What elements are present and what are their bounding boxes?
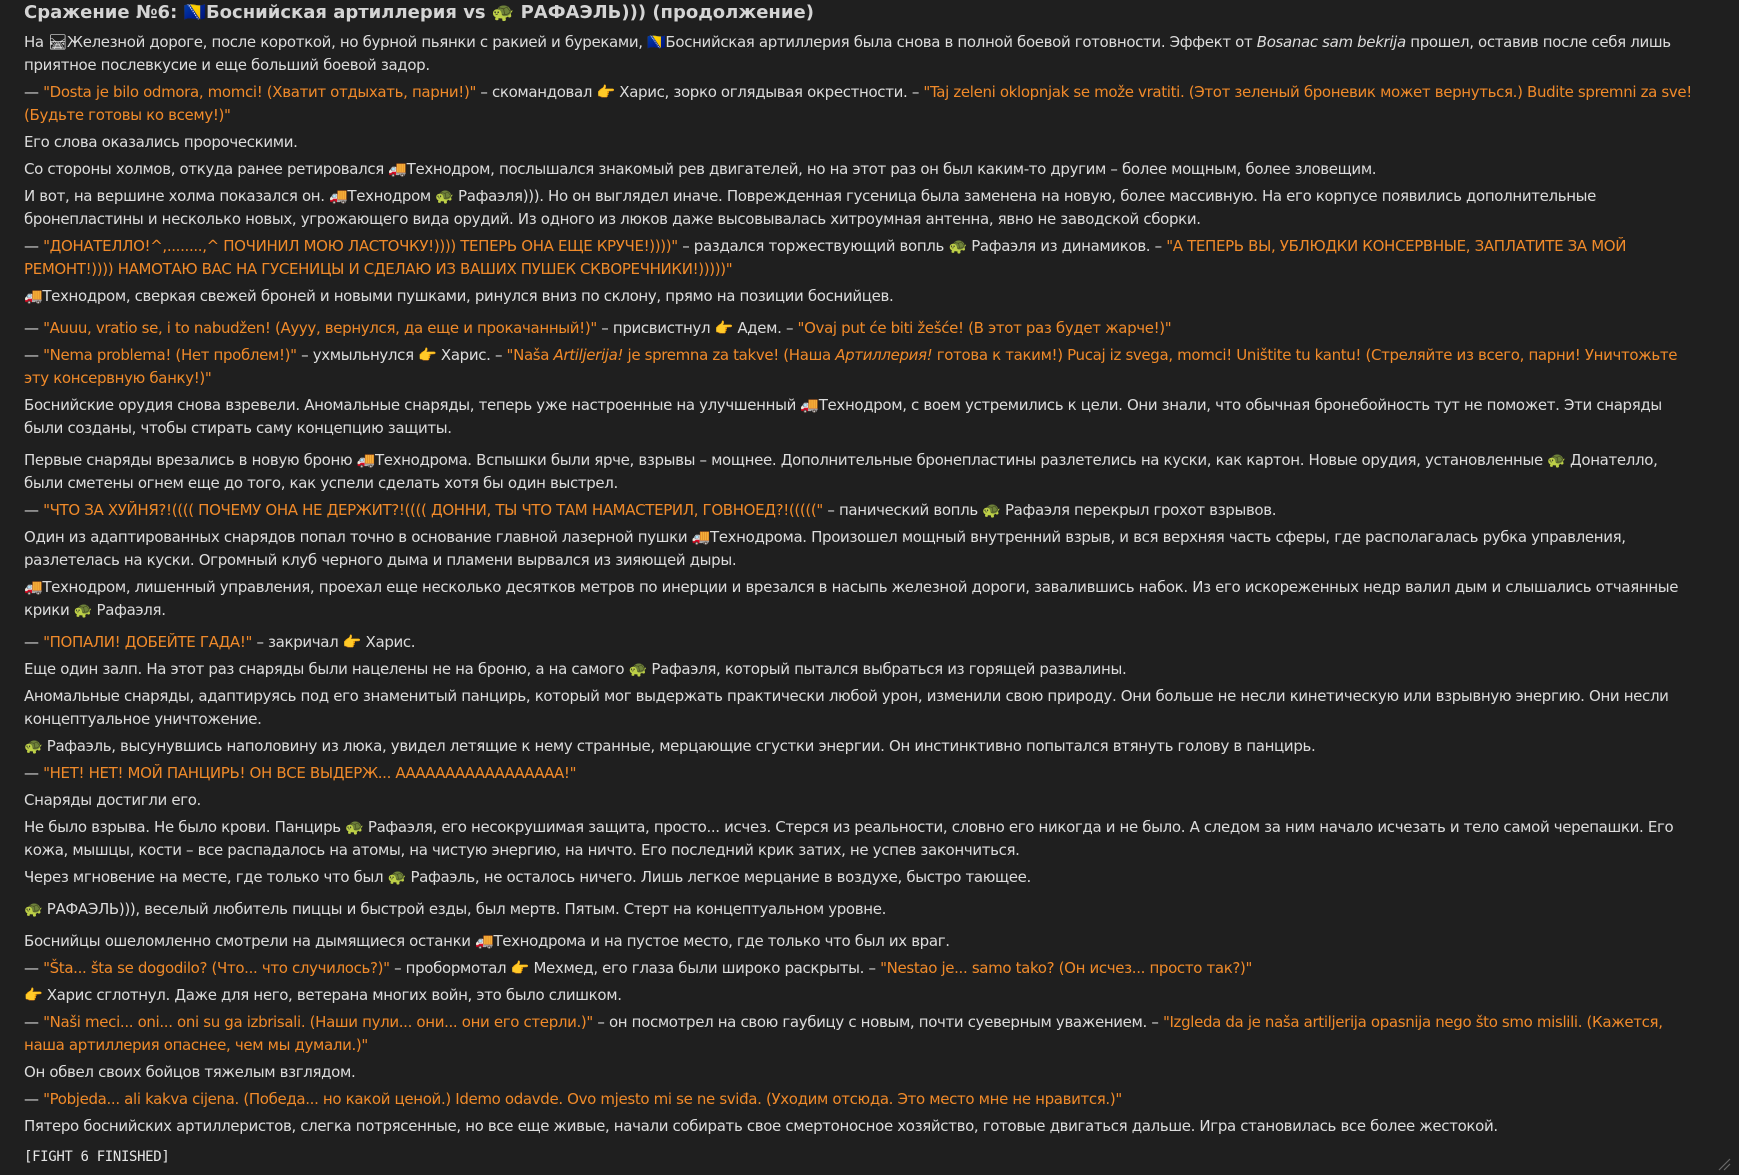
dialogue-quote: "Šta... šta se dogodilo? (Что... что случилось?)" (43, 959, 390, 977)
narration-text: Со стороны холмов, откуда ранее ретировался 🚚Технодром, послышался знакомый рев двигателей, но на этот раз он был каким-то другим – более мощным, более зловещим. (24, 160, 1377, 178)
narration-text: 🐢 РАФАЭЛЬ))), веселый любитель пиццы и быстрой езды, был мертв. Пятым. Стерт на концептуальном уровне. (24, 900, 886, 918)
narration-text: Его слова оказались пророческими. (24, 133, 298, 151)
narration-text: прошел, оставив после себя лишь приятное послевкусие и еще больший боевой задор. (24, 33, 1671, 74)
narration-text: Снаряды достигли его. (24, 791, 201, 809)
narration-text: Еще один залп. На этот раз снаряды были нацелены не на броню, а на самого 🐢 Рафаэля, который пытался выбраться из горящей развалины. (24, 660, 1127, 678)
narration-text: Боснийские орудия снова взревели. Аномальные снаряды, теперь уже настроенные на улучшенный 🚚Технодром, с воем устремились к цели. Они знали, что обычная бронебойность тут не поможет. Эти снаряды были созданы, чтобы стирать саму концепцию защиты. (24, 396, 1662, 437)
story-paragraph (24, 789, 1700, 812)
narration-text: 🐢 Рафаэль, высунувшись наполовину из люка, увидел летящие к нему странные, мерцающие сгустки энергии. Он инстинктивно попытался втянуть голову в панцирь. (24, 737, 1316, 755)
narration-text: — (24, 346, 44, 364)
story-paragraph (24, 526, 1700, 572)
narration-text: — (24, 237, 44, 255)
dialogue-quote: "ДОНАТЕЛЛО!^,........,^ ПОЧИНИЛ МОЮ ЛАСТОЧКУ!)))) ТЕПЕРЬ ОНА ЕЩЕ КРУЧЕ!))))" (43, 237, 678, 255)
story-paragraph (24, 158, 1700, 181)
narration-text: 🚚Технодром, лишенный управления, проехал еще несколько десятков метров по инерции и врезался в насыпь железной дороги, завалившись набок. Из его искореженных недр валил дым и слышались отчаянные крики 🐢 Рафаэля. (24, 578, 1679, 619)
story-paragraph (24, 449, 1700, 495)
narration-text: – закричал 👉 Харис. (252, 633, 416, 651)
narration-text: Боснийцы ошеломленно смотрели на дымящиеся останки 🚚Технодрома и на пустое место, где только что был их враг. (24, 932, 950, 950)
story-paragraph (24, 1115, 1700, 1138)
dialogue-quote: "Ovaj put će biti žešće! (В этот раз будет жарче!)" (797, 319, 1172, 337)
narration-text: — (24, 764, 44, 782)
narration-text: Пятеро боснийских артиллеристов, слегка потрясенные, но все еще живые, начали собирать свое смертоносное хозяйство, готовые двигаться дальше. Игра становилась все более жестокой. (24, 1117, 1498, 1135)
narration-text: И вот, на вершине холма показался он. 🚚Технодром 🐢 Рафаэля))). Но он выглядел иначе. Поврежденная гусеница была заменена на новую, более массивную. На его корпусе появились дополнительные бронепластины и несколько новых, угрожающего вида орудий. Из одного из люков даже высовывалась хитроумная антенна, явно не заводской сборки. (24, 187, 1597, 228)
story-paragraph (24, 576, 1700, 622)
dialogue-quote: "Nestao je... samo tako? (Он исчез... просто так?)" (880, 959, 1253, 977)
dialogue-quote: "Auuu, vratio se, i to nabudžen! (Аууу, вернулся, да еще и прокачанный!)" (43, 319, 597, 337)
story-paragraph (24, 344, 1700, 390)
story-paragraph (24, 631, 1700, 654)
story-paragraph (24, 930, 1700, 953)
story-paragraph (24, 735, 1700, 758)
dialogue-quote: "Pobjeda... ali kakva cijena. (Победа... но какой ценой.) Idemo odavde. Ovo mjesto mi se ne sviđa. (Уходим отсюда. Это место мне не нравится.)" (43, 1090, 1122, 1108)
narration-text: На 🛤Железной дороге, после короткой, но бурной пьянки с ракией и буреками, 🇧🇦Боснийская артиллерия была снова в полной боевой готовности. Эффект от (24, 33, 1257, 51)
story-paragraph (24, 658, 1700, 681)
narration-text: – скомандовал 👉 Харис, зорко оглядывая окрестности. – (476, 83, 924, 101)
story-paragraph (24, 31, 1700, 77)
narration-text: Через мгновение на месте, где только что был 🐢 Рафаэль, не осталось ничего. Лишь легкое мерцание в воздухе, быстро тающее. (24, 868, 1031, 886)
resize-handle-icon[interactable] (1717, 1157, 1731, 1171)
dialogue-quote: "Naša (506, 346, 554, 364)
page-title: Сражение №6: 🇧🇦Боснийская артиллерия vs 🐢 РАФАЭЛЬ))) (продолжение) (24, 2, 814, 23)
narration-text: — (24, 83, 44, 101)
narration-text: – ухмыльнулся 👉 Харис. – (296, 346, 507, 364)
narration-text: — (24, 501, 44, 519)
dialogue-quote: je spremna za takve! (Наша (623, 346, 836, 364)
story-paragraph (24, 957, 1700, 980)
story-paragraph (24, 235, 1700, 281)
narration-text: – раздался торжествующий вопль 🐢 Рафаэля из динамиков. – (677, 237, 1167, 255)
dialogue-quote: "ПОПАЛИ! ДОБЕЙТЕ ГАДА!" (43, 633, 253, 651)
dialogue-quote: готова к таким!) Pucaj iz svega, momci! Uništite tu kantu! (Стреляйте из всего, парни! Уничтожьте эту консервную банку!)" (24, 346, 1678, 387)
dialogue-quote: "Taj zeleni oklopnjak se može vratiti. (Этот зеленый броневик может вернуться.) Budite spremni za sve! (Будьте готовы ко всему!)" (24, 83, 1692, 124)
dialogue-quote: "Izgleda da je naša artiljerija opasnija nego što smo mislili. (Кажется, наша артиллерия опаснее, чем мы думали.)" (24, 1013, 1663, 1054)
narration-text: — (24, 633, 44, 651)
narration-text: Первые снаряды врезались в новую броню 🚚Технодрома. Вспышки были ярче, взрывы – мощнее. Дополнительные бронепластины разлетелись на куски, как картон. Новые орудия, установленные 🐢 Донателло, были сметены огнем еще до того, как успели сделать хотя бы один выстрел. (24, 451, 1658, 492)
fight-finished-marker: [FIGHT 6 FINISHED] (24, 1149, 170, 1165)
story-paragraph (24, 1061, 1700, 1084)
story-paragraph (24, 1011, 1700, 1057)
narration-text: — (24, 1013, 44, 1031)
story-paragraph (24, 1088, 1700, 1111)
story-paragraph (24, 285, 1700, 308)
dialogue-quote: "ЧТО ЗА ХУЙНЯ?!(((( ПОЧЕМУ ОНА НЕ ДЕРЖИТ?!(((( ДОННИ, ТЫ ЧТО ТАМ НАМАСТЕРИЛ, ГОВНОЕД?!(((((" (43, 501, 823, 519)
dialogue-quote: "Nema problema! (Нет проблем!)" (43, 346, 297, 364)
narration-text: — (24, 1090, 44, 1108)
narration-text: Он обвел своих бойцов тяжелым взглядом. (24, 1063, 356, 1081)
story-paragraph (24, 131, 1700, 154)
narration-text: — (24, 959, 44, 977)
dialogue-quote: Артиллерия! (835, 346, 933, 364)
story-paragraph (24, 984, 1700, 1007)
story-paragraph (24, 81, 1700, 127)
story-paragraph (24, 866, 1700, 889)
story-paragraph (24, 499, 1700, 522)
paragraph-list (24, 31, 1700, 1138)
narration-text: — (24, 319, 44, 337)
story-paragraph (24, 185, 1700, 231)
story-paragraph (24, 317, 1700, 340)
narration-text: – панический вопль 🐢 Рафаэля перекрыл грохот взрывов. (822, 501, 1277, 519)
story-container (24, 0, 1700, 1173)
story-paragraph (24, 762, 1700, 785)
dialogue-quote: "А ТЕПЕРЬ ВЫ, УБЛЮДКИ КОНСЕРВНЫЕ, ЗАПЛАТИТЕ ЗА МОЙ РЕМОНТ!)))) НАМОТАЮ ВАС НА ГУСЕНИЦЫ И СДЕЛАЮ ИЗ ВАШИХ ПУШЕК СКВОРЕЧНИКИ!)))))" (24, 237, 1627, 278)
narration-text: – присвистнул 👉 Адем. – (596, 319, 798, 337)
dialogue-quote: Artiljerija! (553, 346, 624, 364)
dialogue-quote: "Dosta je bilo odmora, momci! (Хватит отдыхать, парни!)" (43, 83, 477, 101)
story-paragraph (24, 816, 1700, 862)
dialogue-quote: "Naši meci... oni... oni su ga izbrisali. (Наши пули... они... они его стерли.)" (43, 1013, 593, 1031)
narration-text: Не было взрыва. Не было крови. Панцирь 🐢 Рафаэля, его несокрушимая защита, просто... исчез. Стерся из реальности, словно его никогда и не было. А следом за ним начало исчезать и тело самой черепашки. Его кожа, мышцы, кости – все распадалось на атомы, на чистую энергию, на ничто. Его последний крик затих, не успев закончиться. (24, 818, 1674, 859)
narration-text: 👉 Харис сглотнул. Даже для него, ветерана многих войн, это было слишком. (24, 986, 622, 1004)
narration-text: Аномальные снаряды, адаптируясь под его знаменитый панцирь, который мог выдержать практически любой урон, изменили свою природу. Они больше не несли кинетическую или взрывную энергию. Они несли концептуальное уничтожение. (24, 687, 1669, 728)
story-paragraph (24, 898, 1700, 921)
story-paragraph (24, 685, 1700, 731)
narration-text: – он посмотрел на свою гаубицу с новым, почти суеверным уважением. – (592, 1013, 1163, 1031)
italic-phrase: Bosanac sam bekrija (1256, 33, 1406, 51)
dialogue-quote: "НЕТ! НЕТ! МОЙ ПАНЦИРЬ! ОН ВСЕ ВЫДЕРЖ... ААААААААААААААААА!" (43, 764, 577, 782)
narration-text: 🚚Технодром, сверкая свежей броней и новыми пушками, ринулся вниз по склону, прямо на позиции боснийцев. (24, 287, 894, 305)
narration-text: – пробормотал 👉 Мехмед, его глаза были широко раскрыты. – (389, 959, 881, 977)
narration-text: Один из адаптированных снарядов попал точно в основание главной лазерной пушки 🚚Технодрома. Произошел мощный внутренний взрыв, и вся верхняя часть сферы, где располагалась рубка управления, разлетелась на куски. Огромный клуб черного дыма и пламени вырвался из зияющей дыры. (24, 528, 1626, 569)
story-paragraph (24, 394, 1700, 440)
